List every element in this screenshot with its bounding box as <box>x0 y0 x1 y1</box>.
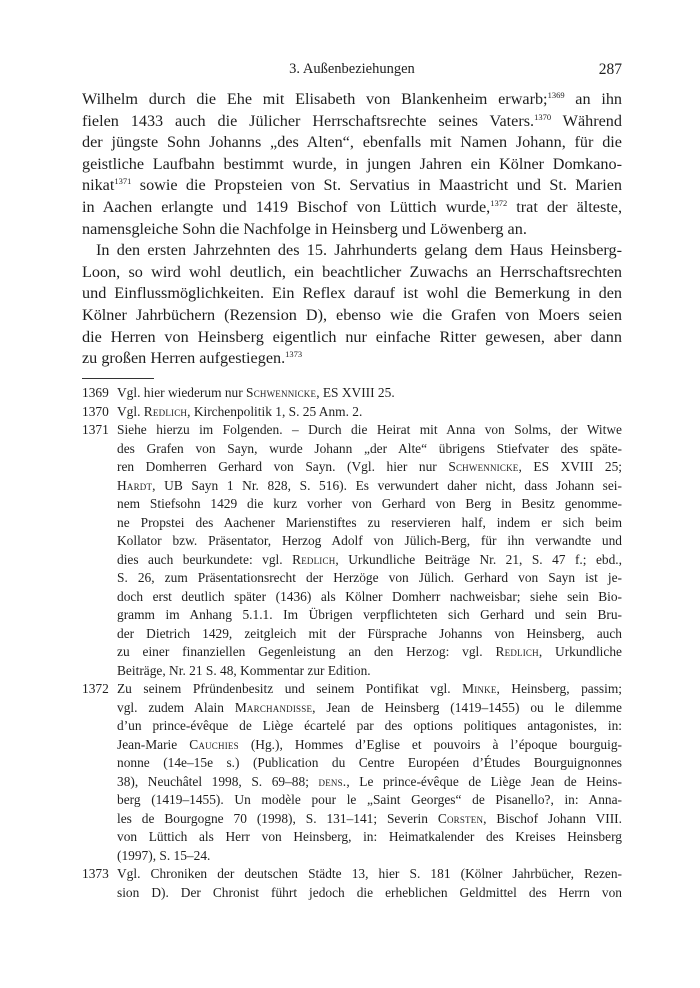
footnote-reference[interactable]: 1370 <box>534 111 552 122</box>
body-line-text: in Aachen erlangte und 1419 Bischof von Lüttich wurde, <box>82 197 491 216</box>
footnote-reference[interactable]: 1373 <box>285 349 303 360</box>
page-number: 287 <box>598 61 622 78</box>
footnote-1370 <box>82 403 622 422</box>
body-line-text: nikat <box>82 176 115 195</box>
footnote-text: 38), Neuchâtel 1998, S. 69–88; <box>117 773 319 789</box>
body-line <box>82 240 622 262</box>
body-line <box>82 348 622 370</box>
footnote-body <box>117 680 622 865</box>
author-name: Schwennicke <box>246 385 317 400</box>
footnote-line <box>117 680 622 699</box>
footnote-line <box>117 865 622 884</box>
footnote-line <box>117 458 622 477</box>
footnote-line <box>117 699 622 718</box>
footnote-text: , Urkundliche Beiträge Nr. 21, S. 47 f.; ebd., <box>335 551 622 567</box>
footnote-line <box>117 717 622 736</box>
footnote-line <box>117 514 622 533</box>
body-line-text: zu großen Herren aufgestiegen. <box>82 349 286 368</box>
body-line-text: fielen 1433 auch die Jülicher Herrschaftsrechte seines Vaters. <box>82 111 535 130</box>
footnote-1373 <box>82 865 622 902</box>
footnote-line <box>117 754 622 773</box>
author-name: Hardt <box>117 477 153 493</box>
footnote-line <box>117 606 622 625</box>
footnote-text: berg (1419–1455). Un modèle pour le „Saint Georges“ de Pisanello?, in: Anna- <box>117 792 622 807</box>
footnote-line <box>117 421 622 440</box>
footnote-line <box>117 810 622 829</box>
footnote-text: d’un prince-évêque de Liège écartelé par des options politiques antagonistes, in: <box>117 718 622 733</box>
footnote-text: dies auch beurkundete: vgl. <box>117 551 293 567</box>
footnote-line <box>117 588 622 607</box>
footnote-text: ren Domherren Gerhard von Sayn. (Vgl. hier nur <box>117 459 449 474</box>
body-line <box>82 175 622 197</box>
body-line-tail: an ihn <box>564 90 623 108</box>
body-line-text: geistliche Laufbahn bestimmt wurde, in jungen Jahren ein Kölner Domkano- <box>82 154 622 173</box>
footnote-text: gramm im Anhang 5.1.1. Im Übrigen verpflichteten sich Gerhard und sein Bru- <box>117 607 622 622</box>
author-name: Redlich <box>292 551 336 567</box>
body-line <box>82 219 622 241</box>
body-line <box>82 327 622 349</box>
body-line <box>82 132 622 154</box>
footnote-reference[interactable]: 1372 <box>490 197 508 208</box>
body-line-tail: sowie die Propsteien von St. Servatius in Maastricht und St. Marien <box>131 176 622 195</box>
body-line <box>82 154 622 176</box>
footnote-line <box>117 736 622 755</box>
footnote-text: , ES XVIII 25. <box>316 385 395 400</box>
footnote-number: 1369 <box>82 385 109 400</box>
body-line-text: und Einflussmöglichkeiten. Ein Reflex darauf ist wohl die Bemerkung in den <box>82 284 622 303</box>
footnote-line <box>117 569 622 588</box>
author-name: Redlich <box>495 644 539 659</box>
footnote-body <box>117 421 622 680</box>
footnote-text: , Bischof Johann VIII. <box>483 810 622 826</box>
footnote-line <box>117 384 622 403</box>
body-line-text: der jüngste Sohn Johanns „des Alten“, ebenfalls mit Namen Johann, für die <box>82 133 622 152</box>
footnote-text: (1997), S. 15–24. <box>117 847 211 863</box>
footnote-line <box>117 662 622 681</box>
body-line-text: Wilhelm durch die Ehe mit Elisabeth von Blankenheim erwarb; <box>82 90 548 108</box>
body-line-text: Loon, so wird wohl deutlich, ein beachtlicher Zuwachs an Herrschaftsrechten <box>82 262 622 281</box>
footnote-line <box>117 884 622 903</box>
main-text <box>82 89 622 370</box>
body-line-tail: Während <box>551 111 622 130</box>
footnote-line <box>117 828 622 847</box>
footnote-line <box>117 791 622 810</box>
author-name: Redlich <box>143 403 188 419</box>
footnote-1369 <box>82 384 622 403</box>
author-name: Cauchies <box>189 736 239 752</box>
footnote-text: Vgl. <box>117 403 144 419</box>
running-header <box>82 61 622 81</box>
body-line <box>82 283 622 305</box>
footnote-text: , Kirchenpolitik 1, S. 25 Anm. 2. <box>187 403 363 419</box>
body-line <box>82 111 622 133</box>
footnote-line <box>117 440 622 459</box>
body-line-text: Kölner Jahrbüchern (Rezension D), ebenso wie die Grafen von Moers seien <box>82 305 622 324</box>
footnote-line <box>117 773 622 792</box>
author-name: dens. <box>318 773 347 789</box>
body-line-text: namensgleiche Sohn die Nachfolge in Heinsberg und Löwenberg an. <box>82 219 527 238</box>
footnote-reference[interactable]: 1369 <box>547 90 565 100</box>
body-line <box>82 197 622 219</box>
footnote-text: (Hg.), Hommes d’Eglise et pouvoirs à l’époque bourguig- <box>238 736 622 752</box>
author-name: Marchandisse <box>234 699 313 715</box>
body-line <box>82 305 622 327</box>
author-name: Minke <box>462 681 497 696</box>
footnotes <box>82 384 622 902</box>
footnote-text: vgl. zudem Alain <box>117 699 235 715</box>
footnote-text: Kollator bzw. Präsentator, Herzog Adolf von Jülich-Berg, für ihn verwandte und <box>117 533 622 548</box>
footnote-number: 1372 <box>82 681 109 696</box>
footnote-text: Siehe hierzu im Folgenden. – Durch die Heirat mit Anna von Solms, der Witwe <box>117 422 622 437</box>
footnote-line <box>117 625 622 644</box>
footnote-text: ne Propstei des Aachener Marienstiftes zu reservieren half, indem er sich beim <box>117 514 622 530</box>
footnote-text: , UB Sayn 1 Nr. 828, S. 516). Es verwundert daher nicht, dass Johann sei- <box>152 477 622 493</box>
footnote-text: Vgl. Chroniken der deutschen Städte 13, hier S. 181 (Kölner Jahrbücher, Rezen- <box>117 866 622 881</box>
body-line-tail: trat der älteste, <box>507 197 622 216</box>
footnote-line <box>117 847 622 866</box>
footnote-line <box>117 551 622 570</box>
footnote-reference[interactable]: 1371 <box>114 176 132 187</box>
footnote-body <box>117 403 622 422</box>
footnote-line <box>117 643 622 662</box>
footnote-text: Zu seinem Pfründenbesitz und seinem Pontifikat vgl. <box>117 681 463 696</box>
author-name: Schwennicke <box>448 459 519 474</box>
footnote-text: , Urkundliche <box>538 644 622 659</box>
running-title: 3. Außenbeziehungen <box>289 61 415 77</box>
footnote-line <box>117 403 622 422</box>
footnote-separator <box>82 378 154 379</box>
footnote-text: S. 26, zum Präsentationsrecht der Herzöge von Jülich. Gerhard von Sayn ist je- <box>117 570 622 585</box>
footnote-text: nem Stiefsohn 1429 die kurz vorher von Gerhard von Berg in Besitz genomme- <box>117 496 622 511</box>
footnote-line <box>117 495 622 514</box>
footnote-body <box>117 865 622 902</box>
footnote-text: von Lüttich als Herr von Heinsberg, in: Heimatkalender des Kreises Heinsberg <box>117 829 622 844</box>
body-line <box>82 89 622 111</box>
footnote-text: der Dietrich 1429, zeitgleich mit der Fürsprache Johanns von Heinsberg, auch <box>117 625 622 641</box>
footnote-1371 <box>82 421 622 680</box>
body-line-text: In den ersten Jahrzehnten des 15. Jahrhunderts gelang dem Haus Heinsberg- <box>96 241 622 260</box>
footnote-text: des Grafen von Sayn, wurde Johann „der Alte“ übrigens Stiefvater des späte- <box>117 440 622 456</box>
footnote-number: 1373 <box>82 866 109 881</box>
footnote-number: 1370 <box>82 403 109 419</box>
footnote-body <box>117 384 622 403</box>
footnote-text: Jean-Marie <box>117 736 190 752</box>
footnote-text: doch erst deutlich später (1436) als Kölner Domherr nachweisbar; siehe sein Bio- <box>117 588 622 604</box>
footnote-text: , Jean de Heinsberg (1419–1455) ou le dilemme <box>312 699 622 715</box>
footnote-text: les de Bourgogne 70 (1998), S. 131–141; Severin <box>117 810 438 826</box>
footnote-text: Vgl. hier wiederum nur <box>117 385 247 400</box>
body-line-text: die Herren von Heinsberg eigentlich nur einfache Ritter gewesen, aber dann <box>82 327 622 346</box>
body-line <box>82 262 622 284</box>
author-name: Corsten <box>437 810 484 826</box>
footnote-text: nonne (14e–15e s.) (Publication du Centre Européen d’Études Bourguignonnes <box>117 755 622 770</box>
footnote-text: zu einer finanziellen Gegenleistung an den Herzog: vgl. <box>117 644 496 659</box>
footnote-text: , ES XVIII 25; <box>518 459 622 474</box>
footnote-line <box>117 477 622 496</box>
footnote-number: 1371 <box>82 422 109 437</box>
footnote-text: sion D). Der Chronist führt jedoch die erheblichen Geldmittel des Herrn von <box>117 884 622 900</box>
footnote-text: , Heinsberg, passim; <box>496 681 622 696</box>
footnote-1372 <box>82 680 622 865</box>
footnote-text: Beiträge, Nr. 21 S. 48, Kommentar zur Edition. <box>117 662 371 678</box>
footnote-text: , Le prince-évêque de Liège Jean de Heins- <box>346 773 622 789</box>
footnote-line <box>117 532 622 551</box>
